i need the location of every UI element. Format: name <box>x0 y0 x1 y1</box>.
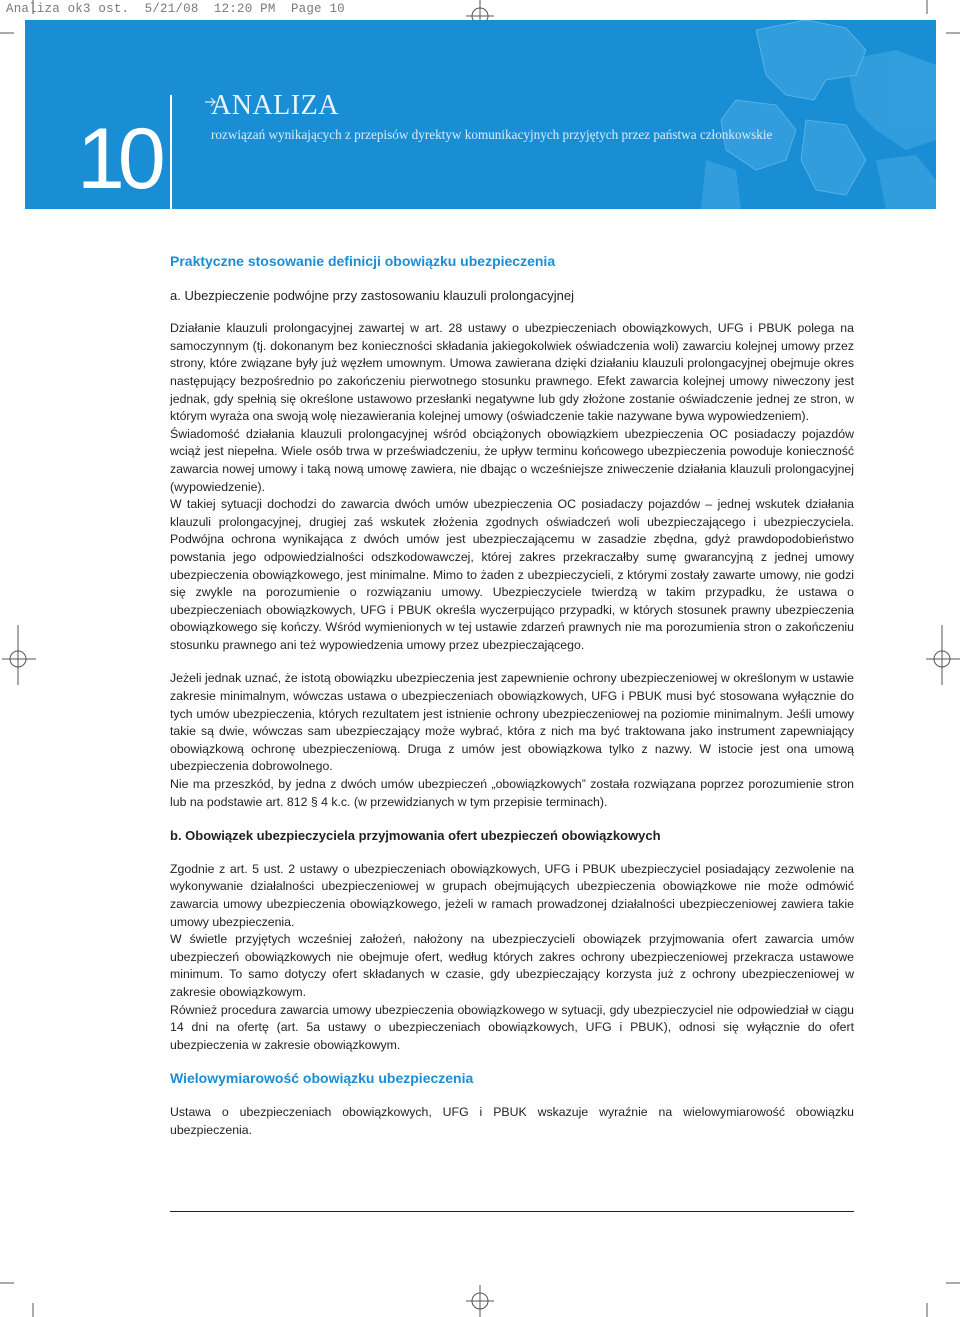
subsection-heading-a: a. Ubezpieczenie podwójne przy zastosowaniu klauzuli prolongacyjnej <box>170 287 574 303</box>
main-content <box>170 253 854 1139</box>
paragraph: Zgodnie z art. 5 ust. 2 ustawy o ubezpieczeniach obowiązkowych, UFG i PBUK ubezpieczyciel posiadający zezwolenie na wykonywanie działalności ubezpieczeniowej w grupach obejmujących ubezpieczenia obowiązkowe nie może odmówić zawarcia umowy ubezpieczenia obowiązkowego, jeżeli w ramach prowadzonej działalności ubezpieczeniowej zawiera takie umowy ubezpieczenia. <box>170 861 854 929</box>
footer-rule <box>170 1211 854 1212</box>
paragraph: W świetle przyjętych wcześniej założeń, nałożony na ubezpieczycieli obowiązek przyjmowania ofert zawarcia umów ubezpieczeń obowiązkowych nie obejmuje ofert, według których zakres ochrony ubezpieczeniowej przekracza ustawowe minimum. To samo dotyczy ofert składanych w czasie, gdy ubezpieczający korzysta już z ochrony ubezpieczeniowej w zakresie obowiązkowym. <box>170 932 854 999</box>
europe-map-icon <box>696 20 936 209</box>
paragraph: Ustawa o ubezpieczeniach obowiązkowych, UFG i PBUK wskazuje wyraźnie na wielowymiarowość obowiązku ubezpieczenia. <box>170 1104 854 1137</box>
paragraph: Działanie klauzuli prolongacyjnej zawartej w art. 28 ustawy o ubezpieczeniach obowiązkowych, UFG i PBUK polega na samoczynnym (tj. dokonanym bez konieczności składania jakiegokolwiek oświadczenia woli) zawarciu kolejnej umowy przez strony, które związane były już węzłem umownym. Umowa zawierana dzięki działaniu klauzuli prolongacyjnej obejmuje okres następujący bezpośrednio po zakończeniu pierwotnego stosunku prawnego. Efekt zawarcia kolejnej umowy niweczony jest jednak, gdy spełnią się określone ustawowo przesłanki negatywne lub gdy złożone zostanie oświadczenie jednej ze stron, w którym wyraża ona swoją wolę niezawierania kolejnej umowy (oświadczenie takie nazywane bywa wypowiedzeniem). <box>170 321 854 424</box>
section-heading: Praktyczne stosowanie definicji obowiązku ubezpieczenia <box>170 253 556 269</box>
section-heading-2: Wielowymiarowość obowiązku ubezpieczenia <box>170 1070 474 1087</box>
header-divider <box>170 95 172 209</box>
paragraph: Również procedura zawarcia umowy ubezpieczenia obowiązkowego w sytuacji, gdy ubezpieczyciel nie odpowiedział w ciągu 14 dni na ofertę (art. 5a ustawy o ubezpieczeniach obowiązkowych, UFG i PBUK), odnosi się wyłącznie do ofert ubezpieczenia w zakresie obowiązkowym. <box>170 1002 854 1052</box>
document-title: ANALIZA <box>211 90 339 121</box>
document-subtitle: rozwiązań wynikających z przepisów dyrektyw komunikacyjnych przyjętych przez państwa członkowskie <box>211 127 773 142</box>
header-banner <box>25 20 936 209</box>
chapter-number: 10 <box>77 111 159 207</box>
paragraph: Nie ma przeszkód, by jedna z dwóch umów ubezpieczeń „obowiązkowych” została rozwiązana poprzez porozumienie stron lub na podstawie art. 812 § 4 k.c. (w przewidzianych w tym przepisie terminach). <box>170 777 854 809</box>
paragraph: Świadomość działania klauzuli prolongacyjnej wśród obciążonych obowiązkiem ubezpieczenia OC posiadaczy pojazdów wciąż jest niepełna. Wiele osób trwa w przeświadczeniu, że upływ terminu końcowego ubezpieczenia powoduje konieczność zawarcia nowej umowy i taką nową umowę zawiera, nie dbając o wcześniejsze zniweczenie działania klauzuli prolongacyjnej (wypowiedzenie). <box>170 426 854 494</box>
paragraph: W takiej sytuacji dochodzi do zawarcia dwóch umów ubezpieczenia OC posiadaczy pojazdów – jednej wskutek działania klauzuli prolongacyjnej, drugiej zaś wskutek złożenia zgodnych oświadczeń woli ubezpieczającego i ubezpieczyciela. Podwójna ochrona wynikająca z dwóch umów jest ubezpieczającemu w zasadzie zbędna, gdyż prawdopodobieństwo powstania jego odpowiedzialności odszkodowawczej, której zakres przekraczałby sumę gwarancyjną z jednej umowy ubezpieczenia obowiązkowego, jest minimalne. Mimo to żaden z ubezpieczycieli, z którymi zostały zawarte umowy, nie godzi się zwykle na porozumienie o rozwiązaniu umowy. Ubezpieczyciele twierdzą w takim przypadku, że ustawa o ubezpieczeniach obowiązkowych, UFG i PBUK określa wyczerpująco przypadki, w których stosunek prawny ubezpieczenia obowiązkowego się kończy. Wśród wymienionych w tej ustawie zdarzeń prawnych nie ma porozumienia stron o zakończeniu stosunku prawnego ani też wypowiedzenia umowy przez ubezpieczającego. <box>170 497 854 652</box>
subsection-heading-b: b. Obowiązek ubezpieczyciela przyjmowania ofert ubezpieczeń obowiązkowych <box>170 828 661 844</box>
print-slug: Analiza ok3 ost. 5/21/08 12:20 PM Page 10 <box>6 2 345 16</box>
paragraph: Jeżeli jednak uznać, że istotą obowiązku ubezpieczenia jest zapewnienie ochrony ubezpieczeniowej w określonym w ustawie zakresie minimalnym, wówczas ustawa o ubezpieczeniach obowiązkowych, UFG i PBUK musi być stosowana wyłącznie do tych umów ubezpieczenia, których rezultatem jest istnienie ochrony ubezpieczeniowej na poziomie minimalnym. Jeśli umowy takie są dwie, wówczas sam ubezpieczający może wybrać, która z nich ma być traktowana jako instrument zapewniający obowiązkową ochronę ubezpieczeniową. Druga z umów jest obowiązkowa tylko z nazwy. W istocie jest ona umową ubezpieczenia dobrowolnego. <box>170 671 854 774</box>
